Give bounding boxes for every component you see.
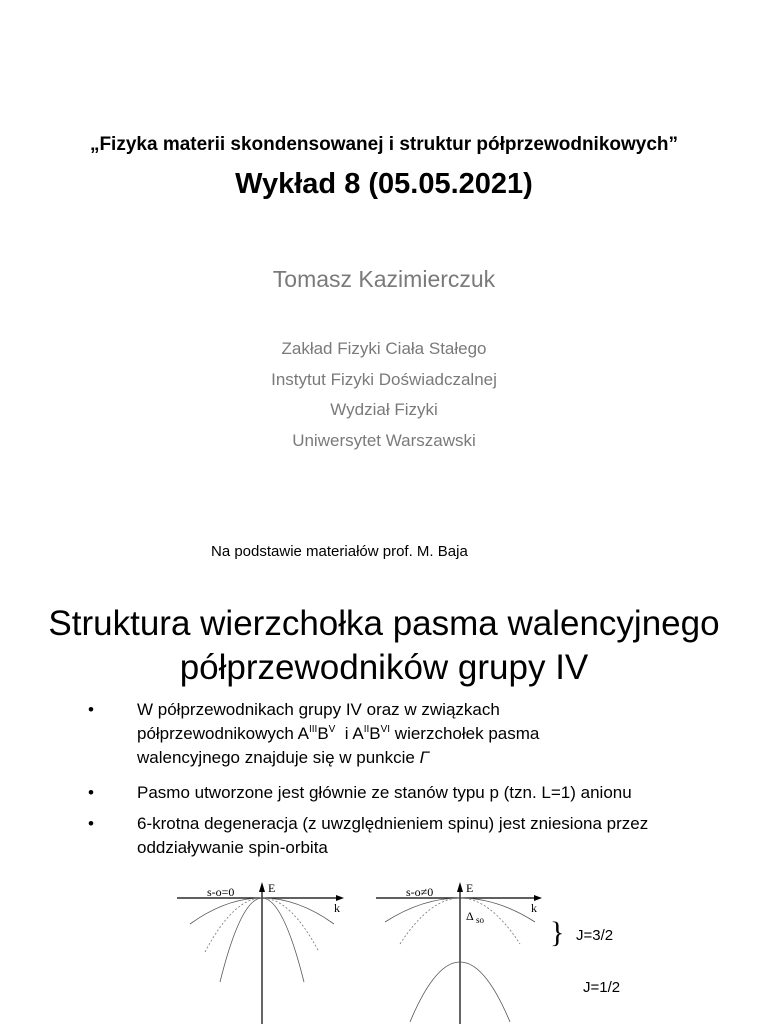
text-run: B (317, 724, 329, 743)
bullet-line (137, 746, 737, 770)
superscript: V (328, 724, 336, 735)
bullet-text (137, 812, 737, 860)
affiliation-line: Wydział Fizyki (330, 400, 438, 419)
text-run: B (369, 724, 381, 743)
gamma-symbol: Γ (419, 748, 430, 767)
k-axis-label: k (334, 901, 340, 915)
slide-title-line: półprzewodników grupy IV (179, 648, 589, 687)
energy-axis-label: E (268, 881, 276, 895)
left-panel-label: s-o=0 (207, 885, 235, 899)
energy-axis-label: E (466, 881, 474, 895)
superscript: VI (380, 724, 391, 735)
affiliation-block (0, 334, 768, 456)
bullet-text: Pasmo utworzone jest głównie ze stanów typu p (tzn. L=1) anionu (137, 783, 632, 802)
bullet-line: oddziaływanie spin-orbita (137, 838, 328, 857)
text-run: walencyjnego znajduje się w punkcie (137, 748, 420, 767)
lecture-title: Wykład 8 (05.05.2021) (235, 168, 533, 200)
left-band-panel (177, 881, 344, 1024)
arrow-up-icon (457, 882, 463, 892)
bullet-text (137, 698, 737, 770)
bullet-line: W półprzewodnikach grupy IV oraz w związkach (137, 700, 500, 719)
superscript: II (363, 724, 370, 735)
arrow-up-icon (259, 882, 265, 892)
affiliation-line: Instytut Fizyki Doświadczalnej (271, 369, 497, 389)
affiliation-line: Uniwersytet Warszawski (292, 430, 476, 450)
delta-subscript: so (476, 915, 485, 925)
slide-title-line: Struktura wierzchołka pasma walencyjnego (48, 604, 720, 643)
bullet-line (137, 722, 737, 746)
bullet-dot: • (88, 783, 94, 802)
source-note: Na podstawie materiałów prof. M. Baja (211, 543, 468, 560)
author-name: Tomasz Kazimierczuk (272, 266, 496, 292)
k-axis-label: k (531, 901, 537, 915)
right-panel-label: s-o≠0 (406, 885, 434, 899)
affiliation-line: Zakład Fizyki Ciała Stałego (281, 339, 487, 358)
text-run: wierzchołek pasma (390, 724, 540, 743)
brace-icon: } (550, 916, 565, 949)
j12-label: J=1/2 (583, 979, 621, 996)
bullet-dot: • (88, 700, 94, 719)
slide-title (0, 602, 768, 690)
right-band-panel (376, 881, 542, 1024)
band-structure-diagram (0, 872, 768, 1024)
bullet-line: 6-krotna degeneracja (z uwzględnieniem spinu) jest zniesiona przez (137, 814, 649, 833)
text-run: półprzewodnikowych A (137, 724, 309, 743)
superscript: III (308, 724, 318, 735)
content-slide (0, 580, 768, 1024)
delta-symbol: Δ (466, 909, 474, 923)
bullet-dot: • (88, 814, 94, 833)
text-run: i A (335, 724, 364, 743)
j32-label: J=3/2 (576, 927, 614, 944)
course-title: „Fizyka materii skondensowanej i struktur półprzewodnikowych” (89, 134, 679, 155)
